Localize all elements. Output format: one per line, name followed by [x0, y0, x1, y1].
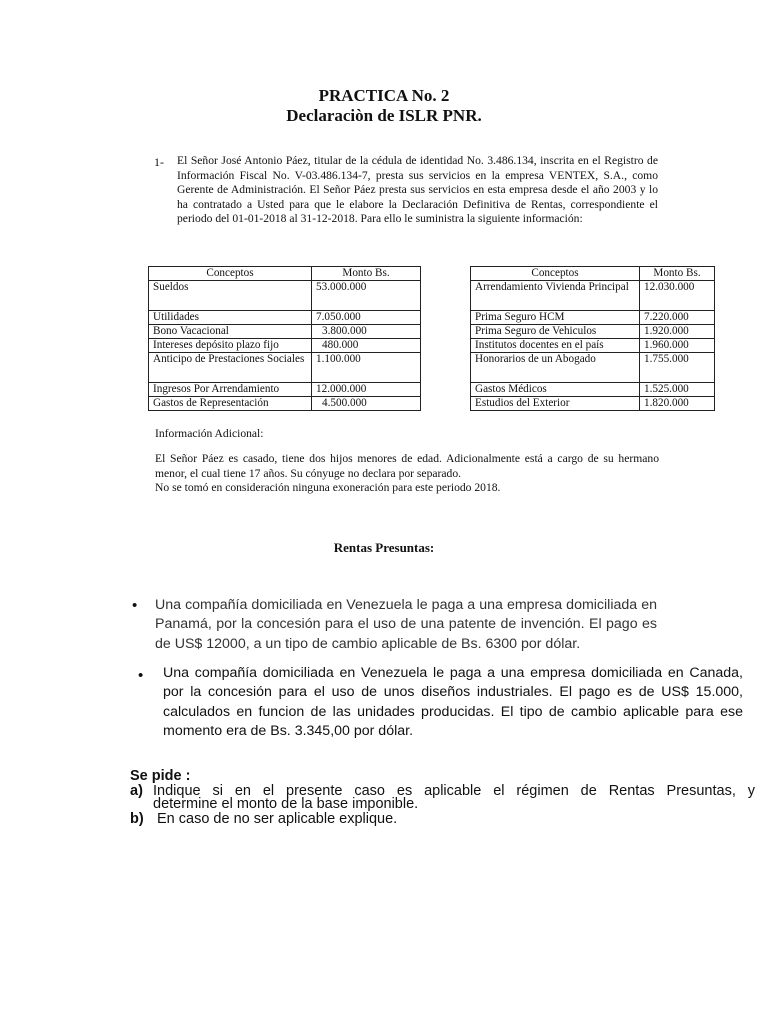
amount-cell: 7.220.000 — [640, 311, 715, 325]
amount-cell: 7.050.000 — [312, 311, 421, 325]
concept-cell: Gastos Médicos — [471, 383, 640, 397]
page-title: PRACTICA No. 2 — [318, 86, 450, 105]
table-row — [471, 339, 715, 353]
item-a-line2: determine el monto de la base imponible. — [153, 796, 419, 812]
rentas-heading: Rentas Presuntas: — [333, 540, 435, 555]
question-number: 1- — [154, 155, 164, 169]
rentas-bullet-2: Una compañía domiciliada en Venezuela le paga a una empresa domiciliada en Canada, por la concesión para el uso de unos diseños industriales. El pago es de US$ 15.000, calculados en funcion de las unidades producidas. El tipo de cambio aplicable para ese momento era de Bs. 3.345,00 por dólar. — [163, 665, 743, 739]
table-row — [471, 325, 715, 339]
table-row — [149, 353, 421, 383]
bullet-icon: • — [132, 597, 138, 614]
page-subtitle: Declaraciòn de ISLR PNR. — [286, 106, 482, 125]
concept-cell: Institutos docentes en el país — [471, 339, 640, 353]
amount-cell: 1.920.000 — [640, 325, 715, 339]
amount-cell: 3.800.000 — [312, 325, 421, 339]
rentas-bullet-1: Una compañía domiciliada en Venezuela le paga a una empresa domiciliada en Panamá, por la concesión para el uso de una patente de invención. El pago es de US$ 12000, a un tipo de cambio aplicable de Bs. 6300 por dólar. — [155, 597, 657, 652]
item-a-label: a) — [130, 783, 143, 799]
concept-cell: Bono Vacacional — [149, 325, 312, 339]
concept-cell: Anticipo de Prestaciones Sociales — [149, 353, 312, 383]
item-a-line1: Indique si en el presente caso es aplicable el régimen de Rentas Presuntas, y — [153, 783, 755, 799]
table-row — [149, 311, 421, 325]
table-header-row — [149, 267, 421, 281]
se-pide-heading: Se pide : — [130, 768, 191, 784]
amount-cell: 53.000.000 — [312, 281, 421, 311]
table-row — [471, 281, 715, 311]
item-b-text: En caso de no ser aplicable explique. — [157, 811, 398, 827]
header-monto: Monto Bs. — [312, 267, 421, 281]
concept-cell: Prima Seguro HCM — [471, 311, 640, 325]
concept-cell: Arrendamiento Vivienda Principal — [471, 281, 640, 311]
amount-cell: 12.030.000 — [640, 281, 715, 311]
concept-cell: Prima Seguro de Vehiculos — [471, 325, 640, 339]
concept-cell: Ingresos Por Arrendamiento — [149, 383, 312, 397]
amount-cell: 1.100.000 — [312, 353, 421, 383]
amount-cell: 1.525.000 — [640, 383, 715, 397]
concept-cell: Honorarios de un Abogado — [471, 353, 640, 383]
info-section — [155, 452, 659, 496]
table-row — [471, 311, 715, 325]
item-b-label: b) — [130, 811, 144, 827]
table-row — [149, 339, 421, 353]
info-paragraph: El Señor Páez es casado, tiene dos hijos menores de edad. Adicionalmente está a cargo de su hermano menor, el cual tiene 17 años. Su cónyuge no declara por separado. — [155, 452, 659, 480]
table-row — [149, 281, 421, 311]
amount-cell: 4.500.000 — [312, 397, 421, 411]
amount-cell: 1.755.000 — [640, 353, 715, 383]
table-header-row — [471, 267, 715, 281]
header-monto: Monto Bs. — [640, 267, 715, 281]
concept-cell: Intereses depósito plazo fijo — [149, 339, 312, 353]
question-text: El Señor José Antonio Páez, titular de la cédula de identidad No. 3.486.134, inscrita en el Registro de Información Fiscal No. V-03.486.134-7, presta sus servicios en la empresa VENTEX, S.A., como Gerente de Administración. El Señor Páez presta sus servicios en esta empresa desde el año 2003 y lo ha contratado a Usted para que le elabore la Declaración Definitiva de Rentas, correspondiente el periodo del 01-01-2018 al 31-12-2018. Para ello le suministra la siguiente información: — [177, 154, 658, 226]
table-row — [149, 325, 421, 339]
header-conceptos: Conceptos — [471, 267, 640, 281]
info-note: No se tomó en consideración ninguna exoneración para este periodo 2018. — [155, 481, 501, 495]
concept-cell: Sueldos — [149, 281, 312, 311]
header-conceptos: Conceptos — [149, 267, 312, 281]
table-row — [149, 383, 421, 397]
concept-cell: Utilidades — [149, 311, 312, 325]
table-row — [471, 383, 715, 397]
concept-cell: Estudios del Exterior — [471, 397, 640, 411]
amount-cell: 12.000.000 — [312, 383, 421, 397]
bullet-icon: • — [138, 667, 144, 684]
concept-cell: Gastos de Representación — [149, 397, 312, 411]
info-heading: Información Adicional: — [155, 427, 264, 440]
amount-cell: 1.960.000 — [640, 339, 715, 353]
deductions-table — [470, 266, 715, 411]
table-row — [471, 353, 715, 383]
amount-cell: 480.000 — [312, 339, 421, 353]
amount-cell: 1.820.000 — [640, 397, 715, 411]
income-table — [148, 266, 421, 411]
table-row — [471, 397, 715, 411]
table-row — [149, 397, 421, 411]
